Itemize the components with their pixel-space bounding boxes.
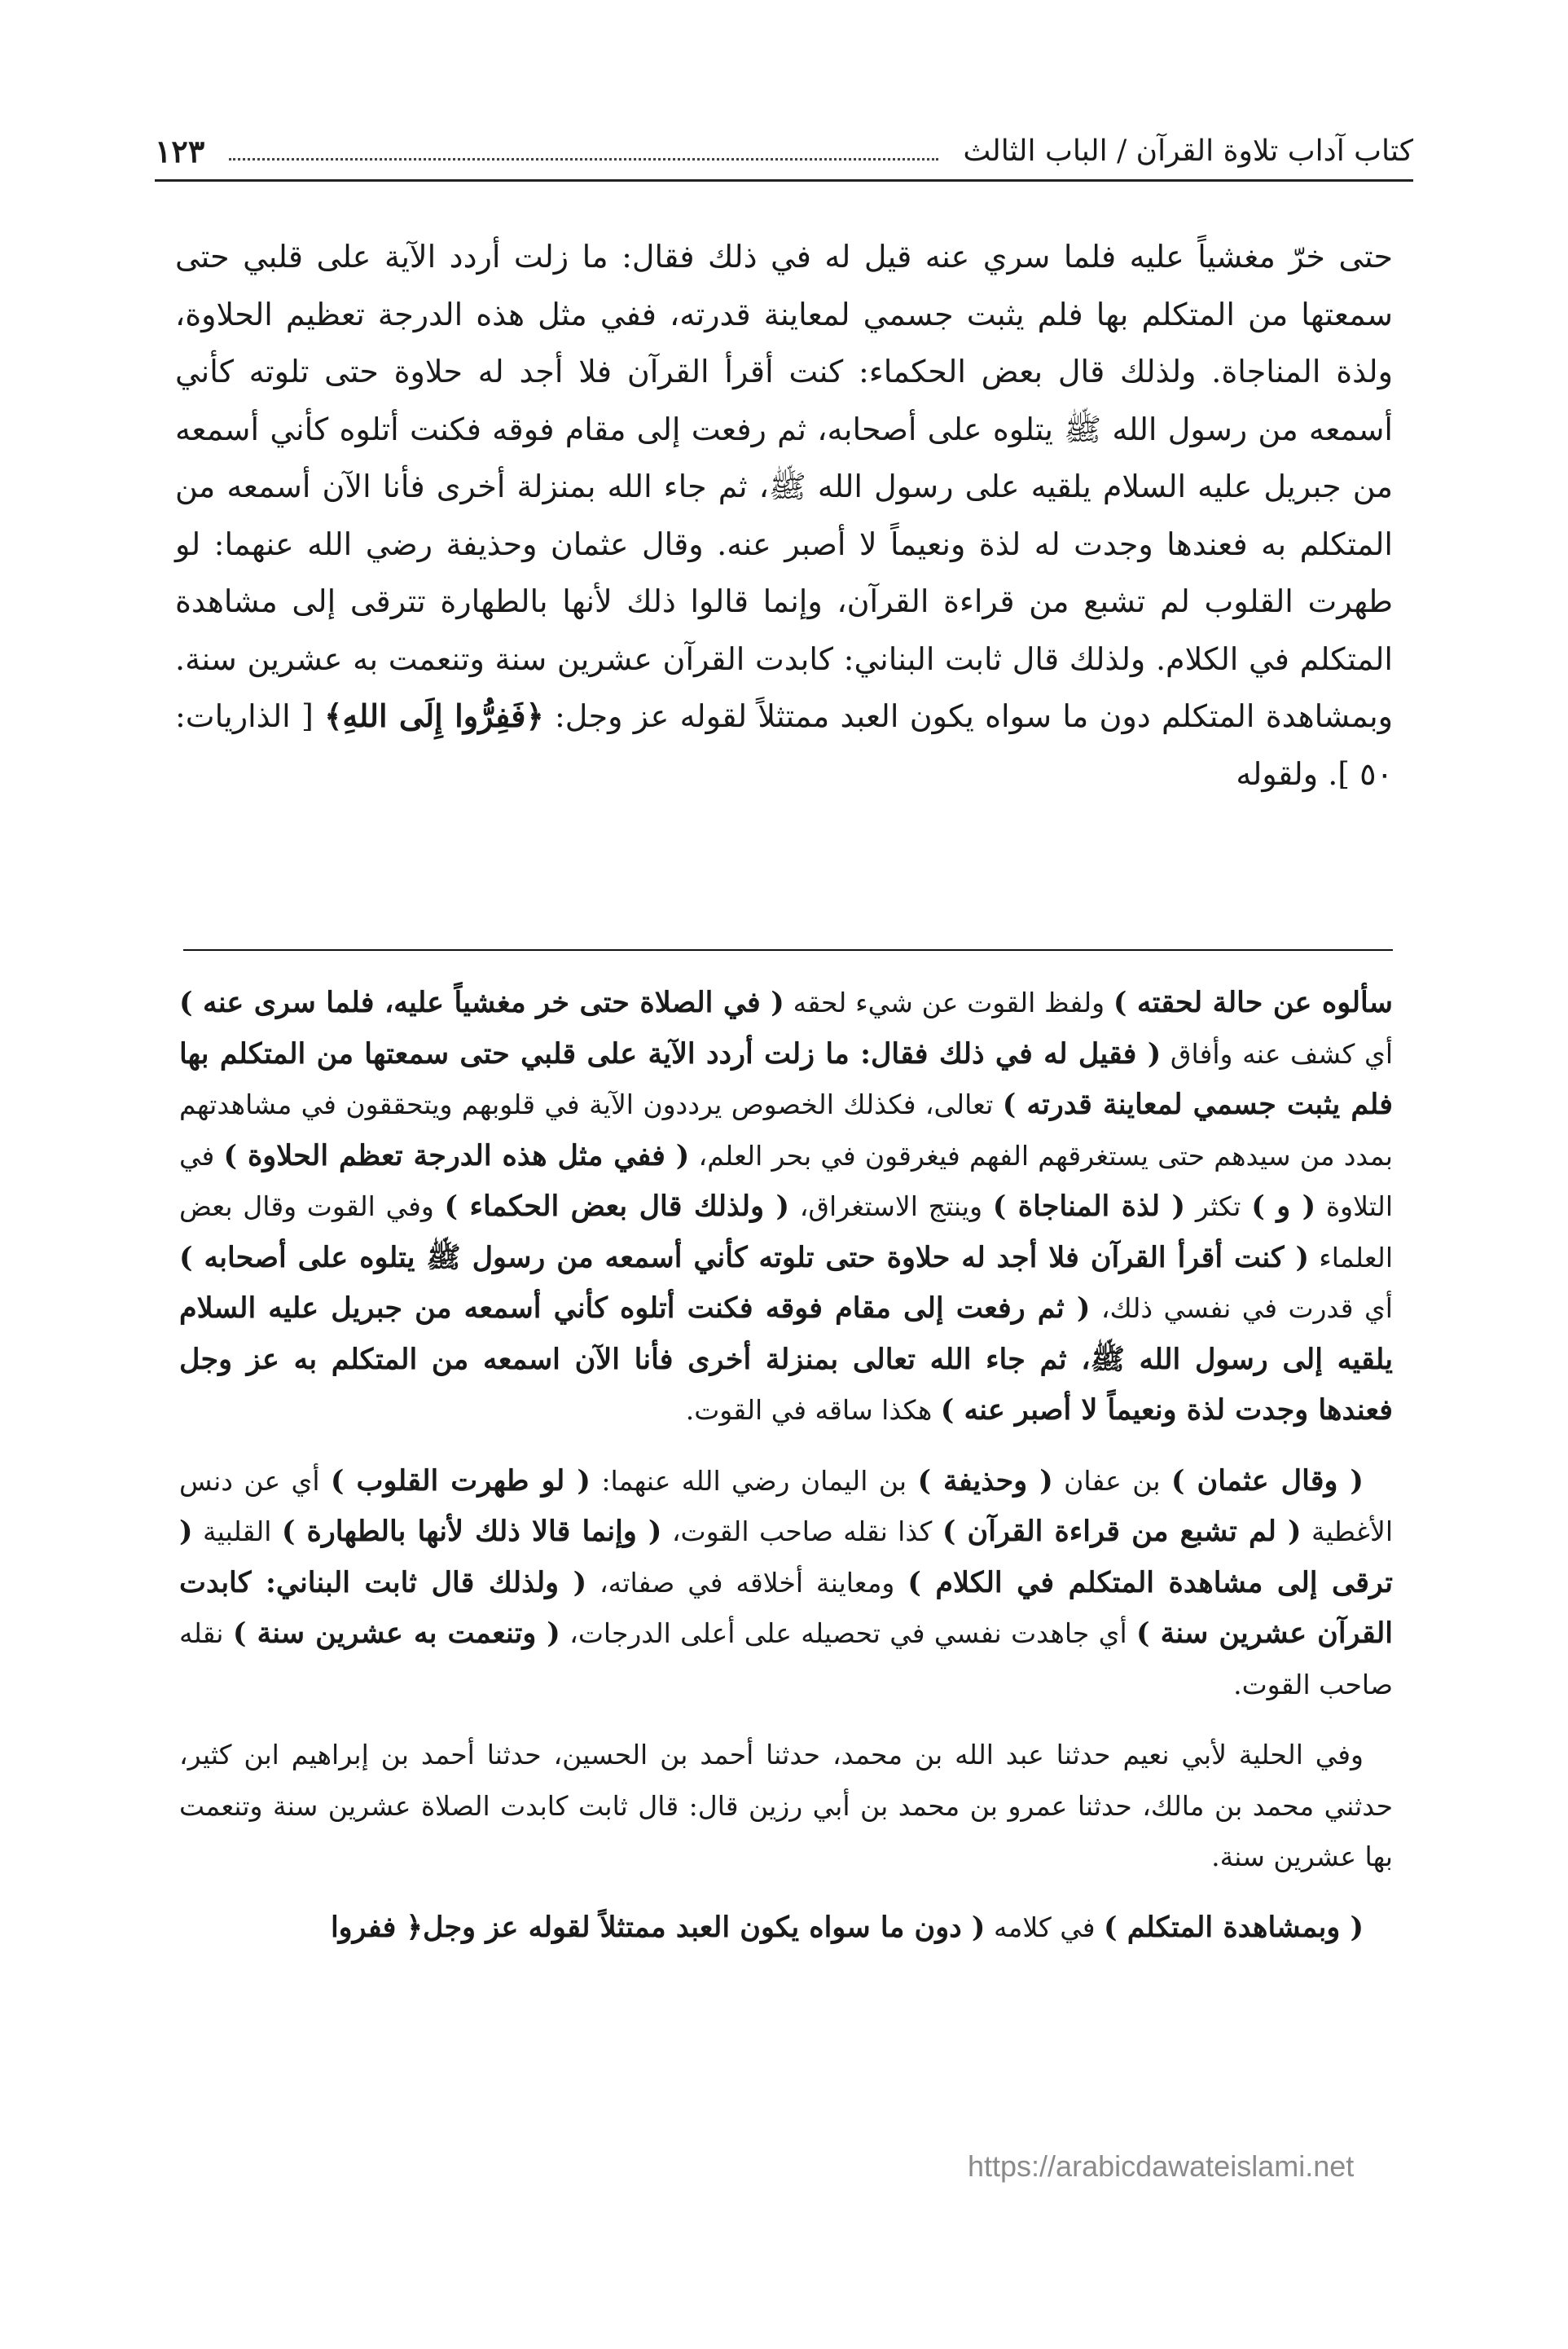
watermark-url: https://arabicdawateislami.net	[968, 2149, 1355, 2183]
commentary-gloss-run: كذا نقله صاحب القوت،	[661, 1515, 942, 1547]
commentary-quote-run: ( فقيل له في ذلك فقال: ما زلت أردد الآية على قلبي حتى سمعتها من المتكلم بها فلم يثبت جسمي لمعاينة قدرته )	[179, 1036, 1394, 1121]
commentary-paragraph	[179, 978, 1393, 1436]
commentary-gloss-run: أي عن دنس الأغطية	[179, 1464, 1393, 1547]
running-header	[155, 122, 1413, 182]
commentary-gloss-run: بن اليمان رضي الله عنهما:	[590, 1464, 918, 1497]
commentary-quote-run: ( دون ما سواه يكون العبد ممتثلاً لقوله عز وجل﴿ ففروا	[330, 1910, 986, 1944]
commentary-gloss-run: وفي الحلية لأبي نعيم حدثنا عبد الله بن محمد، حدثنا أحمد بن الحسين، حدثنا أحمد بن إبراهيم ابن كثير، حدثني محمد بن مالك، حدثنا عمرو بن محمد بن أبي رزين قال: قال ثابت كابدت الصلاة عشرين سنة وتنعمت بها عشرين سنة.	[179, 1739, 1393, 1872]
main-text-part1: حتى خرّ مغشياً عليه فلما سري عنه قيل له في ذلك فقال: ما زلت أردد الآية على قلبي حتى سمعتها من المتكلم بها فلم يثبت جسمي لمعاينة قدرته، ففي مثل هذه الدرجة تعظيم الحلاوة، ولذة المناجاة. ولذلك قال بعض الحكماء: كنت أقرأ القرآن فلا أجد له حلاوة حتى تلوته كأني أسمعه من رسول الله ﷺ يتلوه على أصحابه، ثم رفعت إلى مقام فوقه فكنت أتلوه كأني أسمعه من جبريل عليه السلام يلقيه على رسول الله ﷺ، ثم جاء الله بمنزلة أخرى فأنا الآن أسمعه من المتكلم به فعندها وجدت له لذة ونعيماً لا أصبر عنه. وقال عثمان وحذيفة رضي الله عنهما: لو طهرت القلوب لم تشبع من قراءة القرآن، وإنما قالوا ذلك لأنها بالطهارة تترقى إلى مشاهدة المتكلم في الكلام. ولذلك قال ثابت البناني: كابدت القرآن عشرين سنة وتنعمت به عشرين سنة. وبمشاهدة المتكلم دون ما سواه يكون العبد ممتثلاً لقوله عز وجل:	[175, 239, 1394, 734]
commentary-quote-run: ( في الصلاة حتى خر مغشياً عليه، فلما سرى عنه )	[179, 986, 784, 1019]
commentary-quote-run: ( وقال عثمان )	[1171, 1463, 1364, 1498]
commentary-gloss-run: نقله صاحب القوت.	[179, 1617, 1393, 1700]
commentary-quote-run: ( ولذلك قال بعض الحكماء )	[444, 1190, 790, 1223]
commentary-quote-run: ( ففي مثل هذه الدرجة تعظم الحلاوة )	[223, 1138, 690, 1172]
header-dot-leader	[229, 158, 938, 161]
commentary-quote-run: سألوه عن حالة لحقته )	[1113, 986, 1393, 1019]
commentary-gloss-run: هكذا ساقه في القوت.	[685, 1394, 941, 1426]
commentary-quote-run: ( ترقى إلى مشاهدة المتكلم في الكلام )	[179, 1515, 1393, 1599]
main-text-part2: [ الذاريات: ٥٠ ]. ولقوله	[175, 698, 1393, 792]
commentary-gloss-run: في كلامه	[985, 1911, 1104, 1943]
commentary-gloss-run: ولفظ القوت عن شيء لحقه	[784, 987, 1113, 1018]
commentary-quote-run: ( وحذيفة )	[917, 1463, 1053, 1498]
commentary-quote-run: ( وإنما قالا ذلك لأنها بالطهارة )	[281, 1515, 662, 1548]
commentary-paragraph	[179, 1456, 1393, 1711]
commentary-gloss-run: في التلاوة	[179, 1139, 1393, 1222]
chapter-title: كتاب آداب تلاوة القرآن / الباب الثالث	[963, 134, 1413, 168]
footnote-separator	[183, 949, 1393, 951]
commentary-paragraph	[179, 1730, 1393, 1883]
commentary-gloss-run: وفي القوت وقال بعض العلماء	[179, 1190, 1393, 1273]
commentary-quote-run: ( لو طهرت القلوب )	[330, 1463, 591, 1498]
commentary-quote-run: ( وبمشاهدة المتكلم )	[1104, 1910, 1364, 1944]
commentary-quote-run: ( لم تشبع من قراءة القرآن )	[942, 1515, 1302, 1548]
commentary-gloss-run: بن عفان	[1052, 1464, 1171, 1497]
commentary-gloss-run: تكثر	[1185, 1190, 1252, 1222]
commentary-quote-run: ( و )	[1251, 1190, 1316, 1223]
commentary-gloss-run: وينتج الاستغراق،	[789, 1190, 993, 1222]
commentary-paragraph	[179, 1903, 1393, 1954]
commentary-gloss-run: أي قدرت في نفسي ذلك،	[1090, 1292, 1393, 1324]
commentary-gloss-run: القلبية	[192, 1515, 282, 1547]
commentary-quote-run: ( كنت أقرأ القرآن فلا أجد له حلاوة حتى تلوته كأني أسمعه من رسول ﷺ يتلوه على أصحابه )	[179, 1240, 1310, 1274]
main-text	[175, 228, 1393, 803]
main-paragraph	[175, 228, 1393, 803]
commentary-gloss-run: ومعاينة أخلاقه في صفاته،	[586, 1566, 908, 1599]
commentary-gloss-run: تعالى، فكذلك الخصوص يرددون الآية في قلوبهم ويتحققون في مشاهدتهم بمدد من سيدهم حتى يستغرقهم الفهم فيغرقون في بحر العلم،	[179, 1089, 1393, 1172]
commentary-quote-run: ( ثم رفعت إلى مقام فوقه فكنت أتلوه كأني أسمعه من جبريل عليه السلام يلقيه إلى رسول الله ﷺ، ثم جاء الله تعالى بمنزلة أخرى فأنا الآن اسمعه من المتكلم به عز وجل فعندها وجدت لذة ونعيماً لا أصبر عنه )	[179, 1291, 1393, 1427]
commentary-gloss-run: أي جاهدت نفسي في تحصيله على أعلى الدرجات،	[560, 1617, 1137, 1649]
commentary-quote-run: ( لذة المناجاة )	[992, 1190, 1186, 1223]
page-number: ١٢٣	[155, 132, 205, 169]
quran-verse: ﴿فَفِرُّوا إِلَى اللهِ﴾	[324, 697, 544, 734]
commentary-quote-run: ( وتنعمت به عشرين سنة )	[232, 1617, 560, 1650]
commentary-quote-run: ( ولذلك قال ثابت البناني: كابدت القرآن عشرين سنة )	[179, 1565, 1393, 1650]
commentary-gloss-run: أي كشف عنه وأفاق	[1161, 1037, 1393, 1070]
commentary	[179, 978, 1393, 1973]
